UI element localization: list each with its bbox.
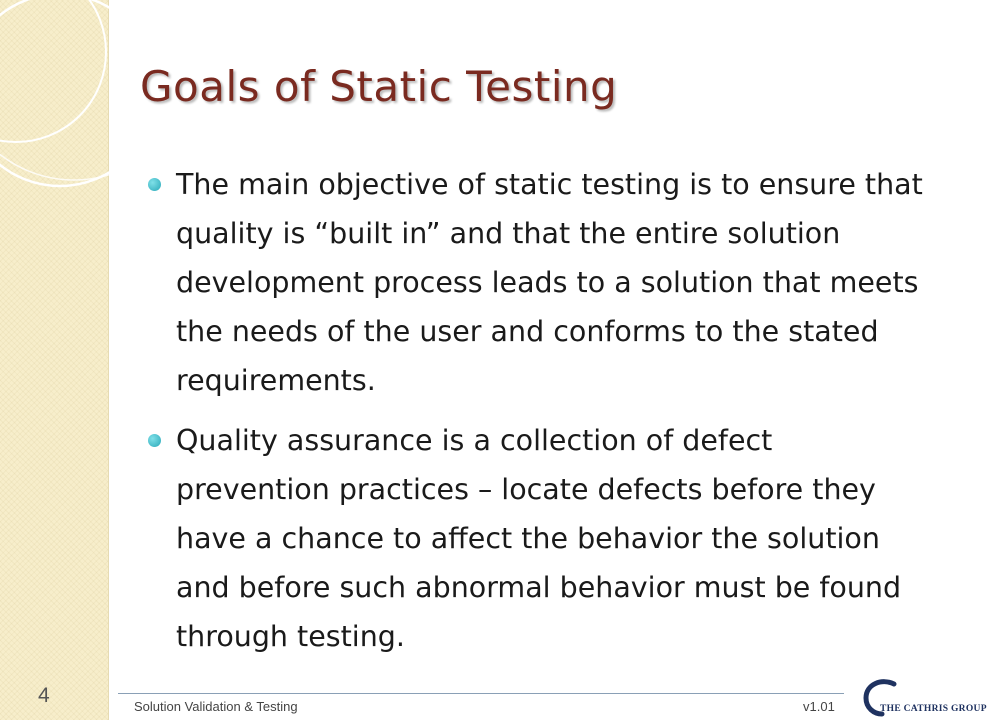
bullet-text: Quality assurance is a collection of defect prevention practices – locate defects before they have a chance to affect the behavior the solution and before such abnormal behavior must be found through testing.: [176, 424, 902, 653]
slide-title: Goals of Static Testing: [140, 62, 618, 111]
bullet-item: [148, 160, 928, 405]
company-logo: [860, 676, 987, 718]
footer-title: Solution Validation & Testing: [134, 699, 298, 714]
logo-text: THE CATHRIS GROUP: [880, 704, 987, 714]
version-label: v1.01: [803, 699, 835, 714]
bullet-icon: [148, 434, 161, 447]
bullet-text: The main objective of static testing is to ensure that quality is “built in” and that the entire solution development process leads to a solution that meets the needs of the user and conforms to the stated requirements.: [176, 168, 923, 397]
bullet-icon: [148, 178, 161, 191]
bullet-list: [148, 160, 928, 672]
bullet-item: [148, 416, 928, 661]
footer-divider: [118, 693, 844, 694]
page-number: 4: [38, 684, 50, 707]
